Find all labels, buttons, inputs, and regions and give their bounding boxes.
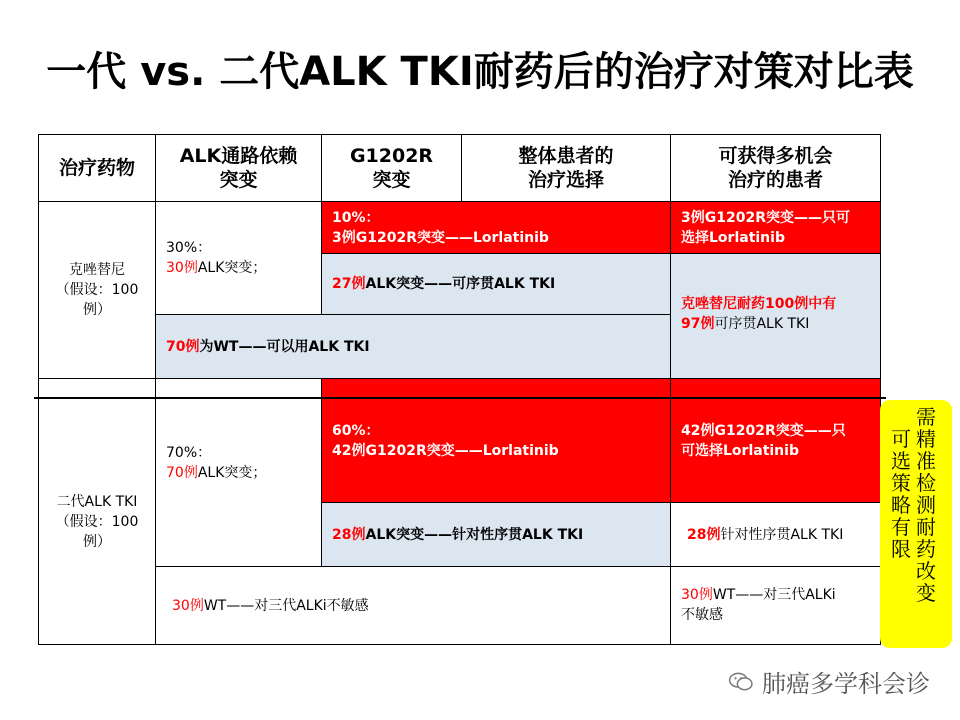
row2-g1202r-red-cell xyxy=(321,398,671,503)
row1-drug-line2: （假设：100 xyxy=(55,282,139,298)
row2-wt-right-line1 xyxy=(681,585,870,605)
row2-wt-num: 30例 xyxy=(172,597,204,614)
spacer-cell-3 xyxy=(321,378,671,399)
row1-red-right-line1: 3例G1202R突变——只可 xyxy=(681,210,850,226)
row2-dependency-num: 70例 xyxy=(166,465,198,481)
side-note-left-char: 限 xyxy=(891,537,911,561)
row2-blue-num: 28例 xyxy=(332,526,366,543)
row2-red-right-line2: 可选择Lorlatinib xyxy=(681,443,799,459)
footer-watermark xyxy=(728,664,930,699)
wechat-icon xyxy=(728,672,754,692)
header-g1202r-line2: 突变 xyxy=(372,169,411,191)
row2-more-red-cell xyxy=(670,398,881,503)
row1-alk-blue-cell xyxy=(321,253,671,315)
row1-wt-num: 70例 xyxy=(166,338,200,355)
row1-red-line1: 10%： xyxy=(332,210,380,226)
row1-summary-line1: 克唑替尼耐药100例中有 xyxy=(681,296,837,312)
side-note-left-char: 策 xyxy=(891,471,911,495)
row2-dependency-suffix: ALK突变； xyxy=(197,465,267,481)
row1-drug-line1: 克唑替尼 xyxy=(69,262,125,278)
row1-g1202r-red-cell xyxy=(321,201,671,254)
header-overall-line1: 整体患者的 xyxy=(518,145,614,167)
side-note-right-char: 药 xyxy=(916,537,936,561)
header-more-line2: 治疗的患者 xyxy=(727,169,823,191)
side-note-right-char: 改 xyxy=(916,559,936,583)
side-note-right-char: 耐 xyxy=(916,515,936,539)
header-alk-dependency-line2: 突变 xyxy=(219,169,258,191)
row1-dependency-cell xyxy=(155,201,322,315)
row1-dependency-suffix: ALK突变； xyxy=(197,260,267,276)
header-drug xyxy=(38,134,156,202)
row1-drug-cell xyxy=(38,201,156,379)
side-note-col-right xyxy=(913,406,939,604)
row2-wt-text: WT——对三代ALKi不敏感 xyxy=(203,597,369,614)
side-note-right-char: 准 xyxy=(916,449,936,473)
row1-red-right-line2: 选择Lorlatinib xyxy=(681,230,785,246)
row1-summary-line2 xyxy=(681,314,870,334)
row1-dependency-detail xyxy=(166,258,311,278)
row1-summary-cell xyxy=(670,253,881,379)
row2-more-alk-cell xyxy=(670,502,881,567)
header-overall-choice xyxy=(461,134,671,202)
row2-wt-right-line2: 不敏感 xyxy=(681,607,723,623)
row2-blue-right-num: 28例 xyxy=(687,526,721,543)
row1-blue-num: 27例 xyxy=(332,276,366,292)
row2-red-line1: 60%： xyxy=(332,423,380,439)
header-alk-dependency xyxy=(155,134,322,202)
row2-more-wt-cell xyxy=(670,566,881,645)
row1-drug-line3: 例） xyxy=(83,302,111,318)
row2-red-right-line1: 42例G1202R突变——只 xyxy=(681,423,846,439)
row2-blue-text: ALK突变——针对性序贯ALK TKI xyxy=(365,526,584,543)
header-g1202r xyxy=(321,134,462,202)
row2-drug-cell xyxy=(38,398,156,645)
row2-wt-right-text: WT——对三代ALKi xyxy=(712,587,836,603)
row1-more-red-cell xyxy=(670,201,881,254)
row2-dependency-detail xyxy=(166,463,311,483)
side-note-left-char: 有 xyxy=(891,515,911,539)
row2-wt-cell xyxy=(155,566,671,645)
side-note-right-char: 需 xyxy=(916,405,936,429)
side-note-right-char: 测 xyxy=(916,493,936,517)
side-note-left-char: 可 xyxy=(891,427,911,451)
side-note-right-char: 检 xyxy=(916,471,936,495)
header-more-chances xyxy=(670,134,881,202)
row1-summary-text: 可序贯ALK TKI xyxy=(714,316,810,332)
header-more-line1: 可获得多机会 xyxy=(718,145,833,167)
row2-blue-right-text: 针对性序贯ALK TKI xyxy=(720,526,844,543)
side-note-right-char: 精 xyxy=(916,427,936,451)
side-note-left-char: 略 xyxy=(891,493,911,517)
page-title: 一代 vs. 二代ALK TKI耐药后的治疗对策对比表 xyxy=(46,49,914,95)
row1-red-line2: 3例G1202R突变——Lorlatinib xyxy=(332,230,549,246)
header-overall-line2: 治疗选择 xyxy=(527,169,604,191)
row2-wt-right-num: 30例 xyxy=(681,587,713,603)
row2-alk-blue-cell xyxy=(321,502,671,567)
spacer-cell-2 xyxy=(155,378,322,399)
header-g1202r-line1: G1202R xyxy=(349,145,434,167)
side-note-col-left xyxy=(888,428,914,560)
row1-summary-num: 97例 xyxy=(681,316,715,332)
row2-red-line2: 42例G1202R突变——Lorlatinib xyxy=(332,443,559,459)
footer-text: 肺癌多学科会诊 xyxy=(762,670,930,698)
row2-drug-line3: 例） xyxy=(83,533,111,550)
row2-dependency-cell xyxy=(155,398,322,567)
row1-dependency-pct: 30%： xyxy=(166,240,212,256)
header-alk-dependency-line1: ALK通路依赖 xyxy=(179,145,298,167)
row1-wt-cell xyxy=(155,314,671,379)
header-drug-label: 治疗药物 xyxy=(58,157,135,179)
spacer-cell-4 xyxy=(670,378,881,399)
row1-blue-text: ALK突变——可序贯ALK TKI xyxy=(365,276,556,292)
row1-wt-text: 为WT——可以用ALK TKI xyxy=(199,338,370,355)
row2-drug-line2: （假设：100 xyxy=(55,513,139,530)
side-note-right-char: 变 xyxy=(916,581,936,605)
row2-drug-line1: 二代ALK TKI xyxy=(56,493,138,510)
spacer-cell-1 xyxy=(38,378,156,399)
side-note-left-char: 选 xyxy=(891,449,911,473)
row1-dependency-num: 30例 xyxy=(166,260,198,276)
row2-dependency-pct: 70%： xyxy=(166,445,212,461)
